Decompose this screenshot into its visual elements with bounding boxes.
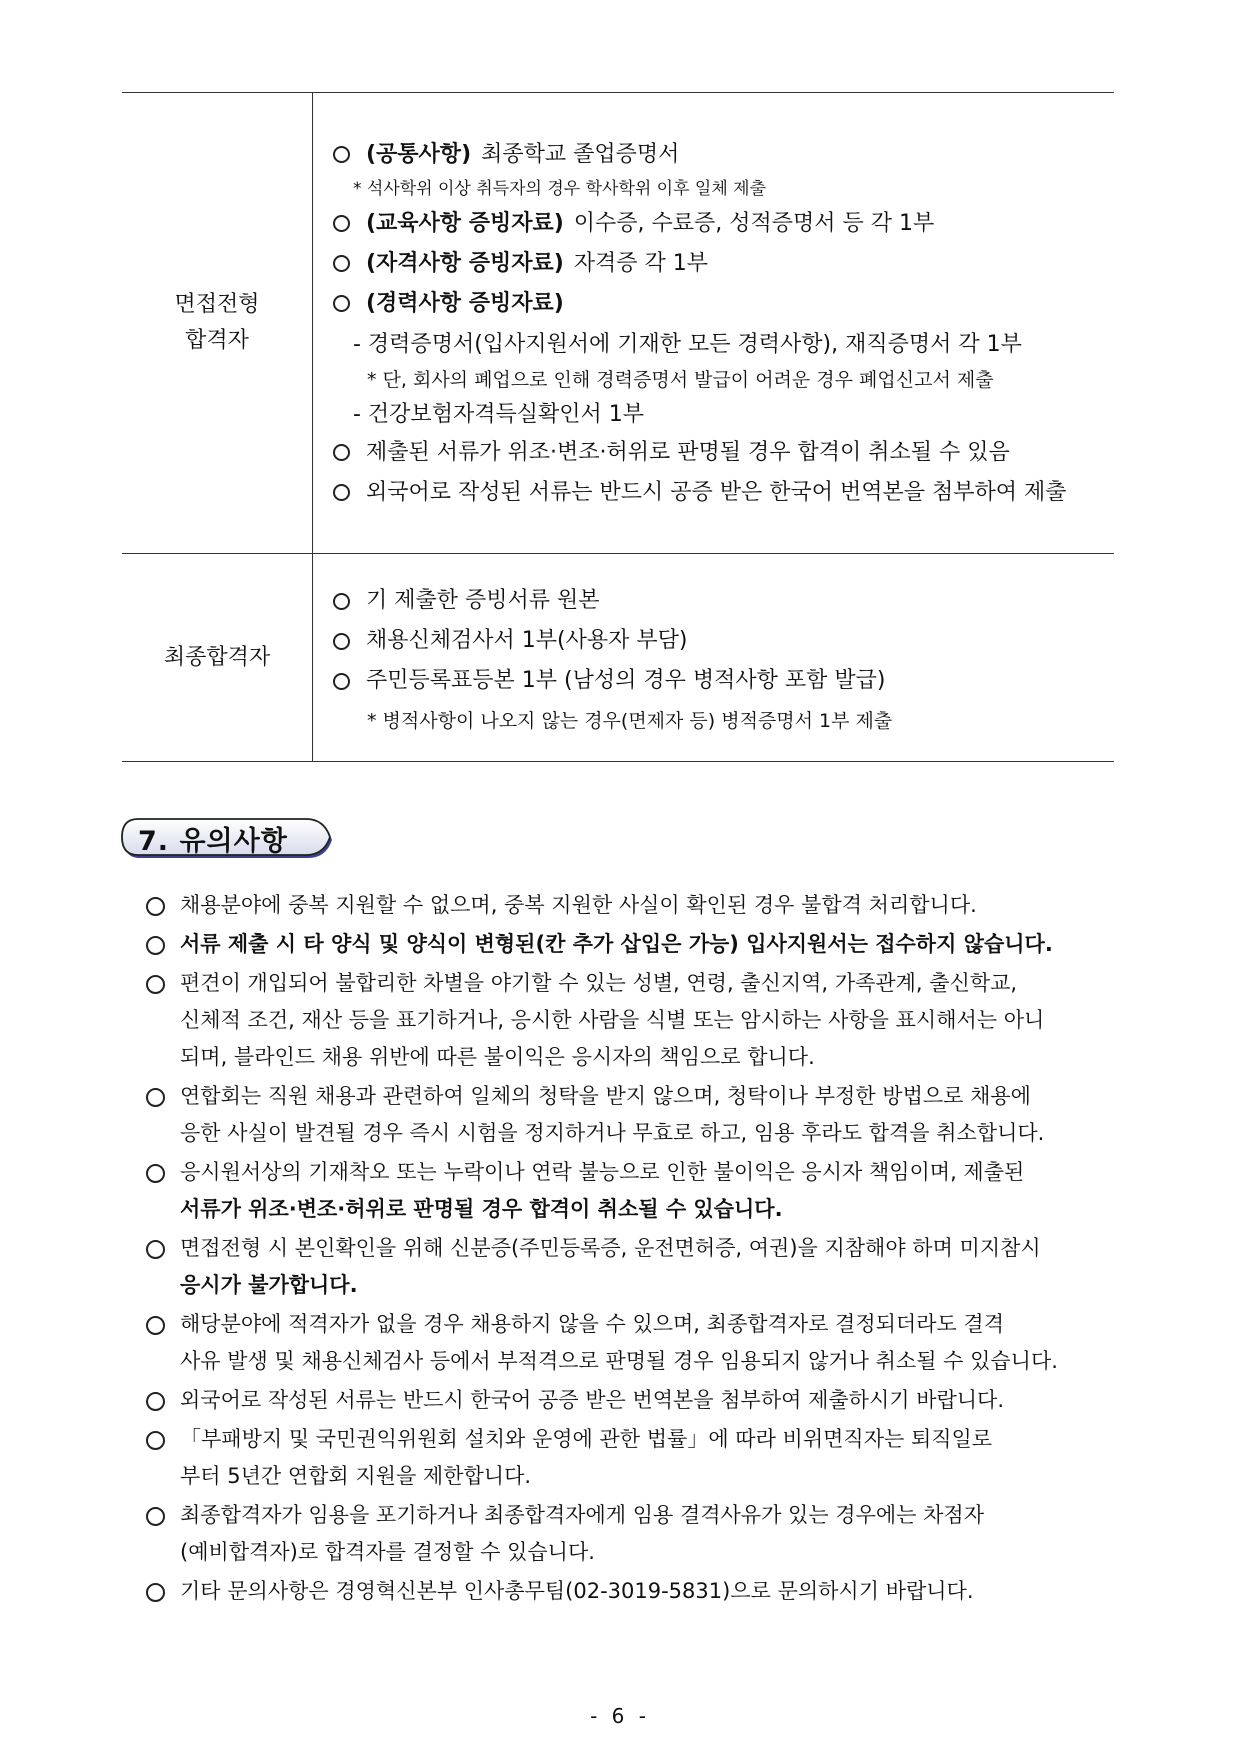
circle-bullet-icon <box>146 1583 165 1602</box>
circle-bullet-icon <box>146 1392 165 1411</box>
row-label <box>122 554 313 762</box>
list-item: 연합회는 직원 채용과 관련하여 일체의 청탁을 받지 않으며, 청탁이나 부정한 방법으로 채용에 응한 사실이 발견될 경우 즉시 시험을 정지하거나 무효로 하고, 임용 후라도 합격을 취소합니다. <box>140 1078 1130 1152</box>
circle-bullet-icon <box>333 146 350 163</box>
row-label-line: 최종합격자 <box>163 644 271 670</box>
row-label-line: 면접전형 <box>174 292 260 317</box>
row-content <box>313 554 1115 762</box>
list-item: 해당분야에 적격자가 없을 경우 채용하지 않을 수 있으며, 최종합격자로 결정되더라도 결격 사유 발생 및 채용신체검사 등에서 부적격으로 판명될 경우 임용되지 않거나 취소될 수 있습니다. <box>140 1306 1130 1380</box>
circle-bullet-icon <box>146 1316 165 1335</box>
footnote: * 병적사항이 나오지 않는 경우(면제자 등) 병적증명서 1부 제출 <box>367 710 893 732</box>
list-item: 주민등록표등본 1부 (남성의 경우 병적사항 포함 발급) <box>327 667 1114 695</box>
footnote: * 단, 회사의 폐업으로 인해 경력증명서 발급이 어려운 경우 폐업신고서 제출 <box>367 368 994 391</box>
list-item: (교육사항 증빙자료) 이수증, 수료증, 성적증명서 등 각 1부 <box>327 210 1114 238</box>
circle-bullet-icon <box>146 1240 165 1259</box>
list-item: 채용신체검사서 1부(사용자 부담) <box>327 627 1114 655</box>
list-item: 외국어로 작성된 서류는 반드시 공증 받은 한국어 번역본을 첨부하여 제출 <box>327 479 1114 507</box>
section-title: 7. 유의사항 <box>138 826 288 857</box>
list-item: 서류 제출 시 타 양식 및 양식이 변형된(칸 추가 삽입은 가능) 입사지원서는 접수하지 않습니다. <box>140 926 1130 963</box>
row-content <box>313 93 1115 554</box>
circle-bullet-icon <box>146 936 165 955</box>
document-requirements-table <box>122 92 1114 762</box>
circle-bullet-icon <box>333 295 350 312</box>
list-item: (공통사항) 최종학교 졸업증명서 <box>327 141 1114 169</box>
page-number: - 6 - <box>590 1704 650 1728</box>
row-label-line: 합격자 <box>185 328 249 353</box>
list-item: 제출된 서류가 위조·변조·허위로 판명될 경우 합격이 취소될 수 있음 <box>327 439 1114 467</box>
section-heading <box>118 815 338 859</box>
list-item: 외국어로 작성된 서류는 반드시 한국어 공증 받은 번역본을 첨부하여 제출하시기 바랍니다. <box>140 1382 1130 1419</box>
sub-item: - 건강보험자격득실확인서 1부 <box>353 401 644 427</box>
circle-bullet-icon <box>333 484 350 501</box>
list-item: 기 제출한 증빙서류 원본 <box>327 587 1114 615</box>
circle-bullet-icon <box>146 975 165 994</box>
circle-bullet-icon <box>333 444 350 461</box>
notice-list <box>140 887 1130 1612</box>
list-item: 채용분야에 중복 지원할 수 없으며, 중복 지원한 사실이 확인된 경우 불합격 처리합니다. <box>140 887 1130 924</box>
table-row <box>122 554 1114 762</box>
list-item: (경력사항 증빙자료) <box>327 290 1114 318</box>
list-item: 「부패방지 및 국민권익위원회 설치와 운영에 관한 법률」에 따라 비위면직자는 퇴직일로 부터 5년간 연합회 지원을 제한합니다. <box>140 1421 1130 1495</box>
circle-bullet-icon <box>333 673 350 690</box>
list-item: 면접전형 시 본인확인을 위해 신분증(주민등록증, 운전면허증, 여권)을 지참해야 하며 미지참시 응시가 불가합니다. <box>140 1230 1130 1304</box>
circle-bullet-icon <box>146 1164 165 1183</box>
list-item: 최종합격자가 임용을 포기하거나 최종합격자에게 임용 결격사유가 있는 경우에는 차점자 (예비합격자)로 합격자를 결정할 수 있습니다. <box>140 1497 1130 1571</box>
row-label <box>122 93 313 554</box>
footnote: * 석사학위 이상 취득자의 경우 학사학위 이후 일체 제출 <box>353 178 767 199</box>
circle-bullet-icon <box>333 633 350 650</box>
list-item: 편견이 개입되어 불합리한 차별을 야기할 수 있는 성별, 연령, 출신지역, 가족관계, 출신학교, 신체적 조건, 재산 등을 표기하거나, 응시한 사람을 식별 또는 암시하는 사항을 표시해서는 아니 되며, 블라인드 채용 위반에 따른 불이익은 응시자의 책임으로 합니다. <box>140 965 1130 1076</box>
circle-bullet-icon <box>146 897 165 916</box>
list-item: 기타 문의사항은 경영혁신본부 인사총무팀(02-3019-5831)으로 문의하시기 바랍니다. <box>140 1573 1130 1610</box>
circle-bullet-icon <box>333 255 350 272</box>
list-item: 응시원서상의 기재착오 또는 누락이나 연락 불능으로 인한 불이익은 응시자 책임이며, 제출된 서류가 위조·변조·허위로 판명될 경우 합격이 취소될 수 있습니다. <box>140 1154 1130 1228</box>
sub-item: - 경력증명서(입사지원서에 기재한 모든 경력사항), 재직증명서 각 1부 <box>353 331 1022 357</box>
circle-bullet-icon <box>333 215 350 232</box>
circle-bullet-icon <box>333 593 350 610</box>
circle-bullet-icon <box>146 1507 165 1526</box>
table-row <box>122 93 1114 554</box>
circle-bullet-icon <box>146 1088 165 1107</box>
list-item: (자격사항 증빙자료) 자격증 각 1부 <box>327 250 1114 278</box>
circle-bullet-icon <box>146 1431 165 1450</box>
